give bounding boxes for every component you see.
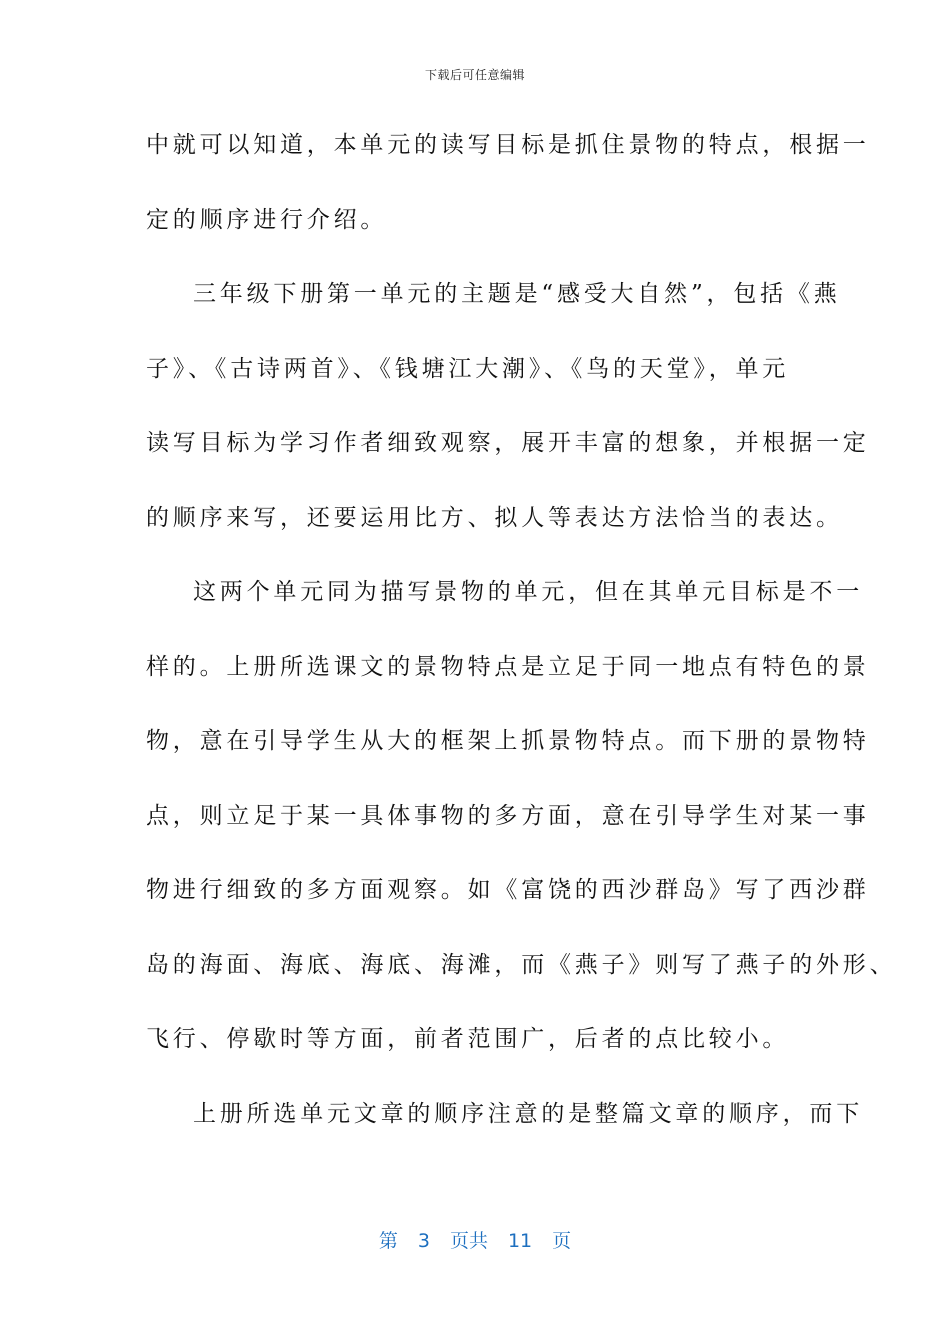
document-body — [146, 119, 897, 1162]
paragraph-start-line: 上册所选单元文章的顺序注意的是整篇文章的顺序，而下 — [193, 1100, 863, 1127]
page-header-note: 下载后可任意编辑 — [424, 68, 525, 82]
text-line: 的顺序来写，还要运用比方、拟人等表达方法恰当的表达。 — [146, 504, 843, 531]
text-line: 飞行、停歇时等方面，前者范围广，后者的点比较小。 — [146, 1026, 790, 1052]
text-line: 点，则立足于某一具体事物的多方面，意在引导学生对某一事 — [146, 802, 870, 829]
footer-total-pages: 11 — [507, 1230, 533, 1252]
text-line: 定的顺序进行介绍。 — [146, 206, 388, 233]
text-line: 读写目标为学习作者细致观察，展开丰富的想象，并根据一定 — [146, 430, 870, 456]
page-footer — [0, 1226, 950, 1253]
paragraph-start-line: 这两个单元同为描写景物的单元，但在其单元目标是不一 — [193, 579, 863, 605]
text-line: 岛的海面、海底、海底、海滩，而《燕子》则写了燕子的外形、 — [146, 951, 897, 978]
footer-prefix: 第 — [378, 1230, 398, 1252]
footer-middle: 页共 — [449, 1230, 488, 1252]
text-line: 物，意在引导学生从大的框架上抓景物特点。而下册的景物特 — [146, 728, 870, 754]
footer-suffix: 页 — [552, 1230, 572, 1252]
footer-current-page: 3 — [417, 1230, 430, 1252]
text-line: 子》、《古诗两首》、《钱塘江大潮》、《鸟的天堂》，单元 — [146, 355, 790, 382]
text-line: 中就可以知道，本单元的读写目标是抓住景物的特点，根据一 — [146, 132, 870, 158]
text-line: 物进行细致的多方面观察。如《富饶的西沙群岛》写了西沙群 — [146, 877, 870, 903]
text-line: 样的。上册所选课文的景物特点是立足于同一地点有特色的景 — [146, 653, 870, 680]
paragraph-start-line: 三年级下册第一单元的主题是“感受大自然”，包括《燕 — [193, 281, 841, 307]
